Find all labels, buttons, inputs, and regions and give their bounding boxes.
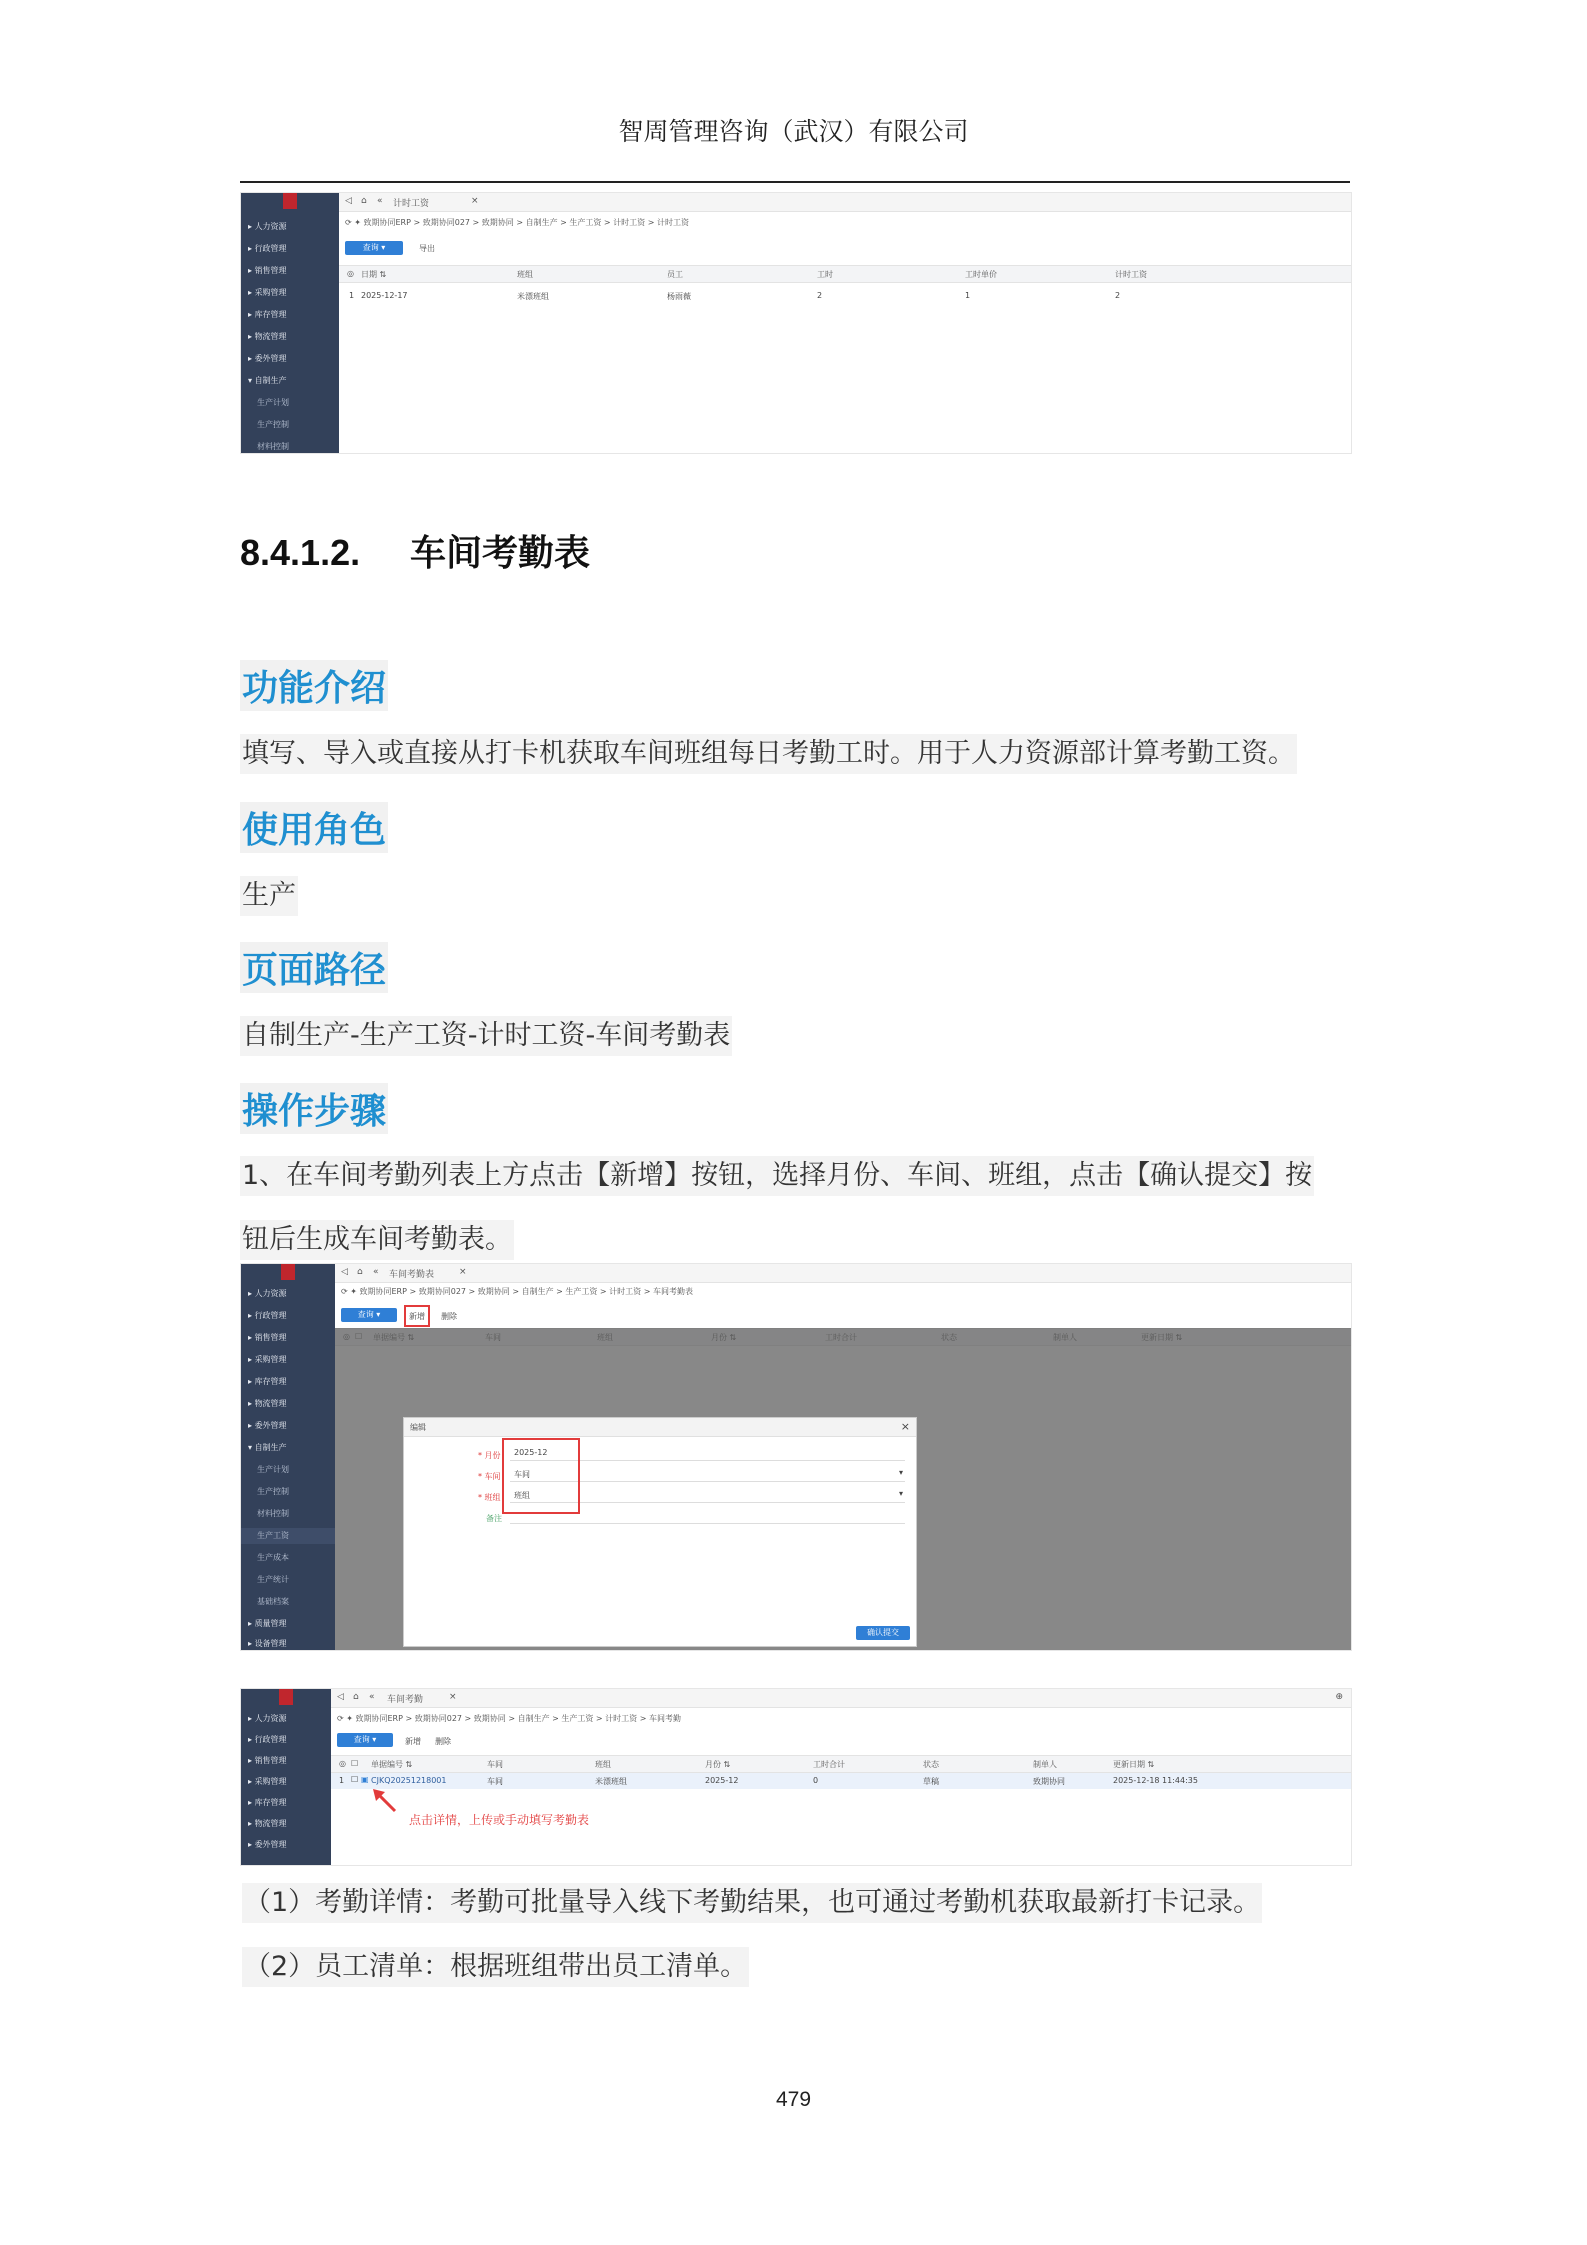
home-icon[interactable]: ⌂: [357, 1267, 363, 1277]
add-button-highlight: [404, 1305, 430, 1327]
tab-workshop-attendance[interactable]: 车间考勤: [387, 1695, 424, 1705]
required-fields-highlight: [502, 1438, 580, 1514]
section-number: 8.4.1.2.: [240, 532, 361, 573]
sidebar-item[interactable]: ▸ 物流管理: [248, 1819, 287, 1828]
sidebar-subitem[interactable]: 基础档案: [257, 1597, 289, 1606]
cell-hours: 2: [817, 291, 823, 300]
cell-creator: 致期协同: [1033, 1777, 1065, 1786]
path-text: 自制生产-生产工资-计时工资-车间考勤表: [240, 1016, 732, 1056]
close-tab-icon[interactable]: ×: [449, 1692, 457, 1702]
sidebar-subitem[interactable]: 生产统计: [257, 1575, 289, 1584]
home-icon[interactable]: ⌂: [353, 1692, 359, 1702]
screenshot-add-attendance: [240, 1263, 1352, 1651]
breadcrumb: ⟳ ✦ 致期协同ERP > 致期协同027 > 致期协同 > 自制生产 > 生产工资 > 计时工资 > 车间考勤表: [341, 1287, 693, 1296]
sidebar-item[interactable]: ▸ 人力资源: [248, 1289, 287, 1298]
table-header: [331, 1755, 1351, 1773]
column-header[interactable]: 日期 ⇅: [361, 270, 387, 279]
sidebar-subitem[interactable]: 材料控制: [257, 1509, 289, 1518]
sidebar-item[interactable]: ▸ 委外管理: [248, 1840, 287, 1849]
document-header: 智周管理咨询（武汉）有限公司: [618, 117, 969, 146]
sidebar-item[interactable]: ▸ 行政管理: [248, 1735, 287, 1744]
cell-updated: 2025-12-18 11:44:35: [1113, 1776, 1198, 1785]
pin-icon[interactable]: ✦: [350, 1287, 357, 1296]
sidebar-item[interactable]: ▸ 行政管理: [248, 1311, 287, 1320]
column-header[interactable]: 月份 ⇅: [705, 1760, 731, 1769]
role-heading: 使用角色: [240, 802, 388, 853]
tab-bar: [331, 1689, 1351, 1708]
column-header[interactable]: 制单人: [1033, 1760, 1057, 1769]
cell-team: 米漂班组: [517, 292, 549, 301]
dialog-titlebar: [404, 1418, 916, 1437]
cell-status: 草稿: [923, 1777, 939, 1786]
team-select[interactable]: 班组 ▾: [510, 1486, 905, 1503]
cell-date: 2025-12-17: [361, 291, 408, 300]
add-button[interactable]: 新增: [405, 1737, 421, 1746]
sidebar-item[interactable]: ▸ 销售管理: [248, 1333, 287, 1342]
sidebar-subitem[interactable]: 生产成本: [257, 1553, 289, 1562]
month-field[interactable]: 2025-12: [510, 1444, 905, 1461]
back-icon[interactable]: ◁: [345, 196, 352, 206]
column-header[interactable]: 工时单价: [965, 270, 997, 279]
add-button[interactable]: 新增: [409, 1312, 425, 1321]
screenshot-attendance-list: [240, 1688, 1352, 1866]
dropdown-arrow-icon: ▾: [898, 1489, 903, 1498]
section-title: 车间考勤表: [410, 532, 591, 573]
detail-icon[interactable]: ▣: [361, 1775, 369, 1784]
role-text: 生产: [240, 876, 298, 916]
column-header[interactable]: 计时工资: [1115, 270, 1147, 279]
sidebar-subitem[interactable]: 材料控制: [257, 442, 289, 451]
intro-text: 填写、导入或直接从打卡机获取车间班组每日考勤工时。用于人力资源部计算考勤工资。: [240, 734, 1297, 774]
collapse-icon[interactable]: «: [373, 1267, 379, 1277]
sidebar-item[interactable]: ▸ 委外管理: [248, 354, 287, 363]
cell-employee: 杨雨薇: [667, 292, 691, 301]
table-header: [339, 265, 1351, 283]
cell-team: 米漂班组: [595, 1777, 627, 1786]
sidebar-item[interactable]: ▸ 库存管理: [248, 1377, 287, 1386]
cell-month: 2025-12: [705, 1776, 739, 1785]
sidebar-item[interactable]: ▸ 销售管理: [248, 1756, 287, 1765]
sidebar-item[interactable]: ▸ 物流管理: [248, 1399, 287, 1408]
annotation-text: 点击详情，上传或手动填写考勤表: [409, 1813, 590, 1827]
sidebar-subitem[interactable]: 生产控制: [257, 1487, 289, 1496]
column-header[interactable]: 工时合计: [813, 1760, 845, 1769]
sidebar-item[interactable]: ▸ 采购管理: [248, 288, 287, 297]
steps-heading: 操作步骤: [240, 1083, 388, 1134]
query-button[interactable]: 查询 ▾: [341, 1308, 397, 1322]
tab-workshop-attendance[interactable]: 车间考勤表: [389, 1270, 435, 1280]
submit-button[interactable]: 确认提交: [856, 1626, 910, 1640]
dialog-close-icon[interactable]: ×: [900, 1420, 910, 1433]
dropdown-arrow-icon: ▾: [898, 1468, 903, 1477]
app-logo: [283, 193, 297, 209]
page-number: 479: [775, 2088, 812, 2111]
app-logo: [281, 1264, 295, 1280]
sidebar-item[interactable]: ▸ 采购管理: [248, 1777, 287, 1786]
section-heading: [240, 525, 590, 576]
sidebar-item[interactable]: ▸ 行政管理: [248, 244, 287, 253]
cell-hours: 0: [813, 1776, 819, 1785]
home-icon[interactable]: ⌂: [361, 196, 367, 206]
row-index: 1: [339, 1776, 345, 1785]
column-header[interactable]: 车间: [487, 1760, 503, 1769]
steps-text-line2: 钮后生成车间考勤表。: [240, 1220, 514, 1260]
sidebar-item[interactable]: ▾ 自制生产: [248, 1443, 287, 1452]
row-index: 1: [349, 291, 355, 300]
collapse-icon[interactable]: «: [377, 196, 383, 206]
tab-piecework-wages[interactable]: 计时工资: [393, 199, 430, 209]
cell-wage: 2: [1115, 291, 1121, 300]
sidebar-subitem[interactable]: 生产计划: [257, 1465, 289, 1474]
sidebar-item[interactable]: ▸ 人力资源: [248, 222, 287, 231]
month-label: * 月份: [478, 1451, 501, 1460]
globe-icon[interactable]: ⊕: [1335, 1692, 1343, 1702]
sidebar-item[interactable]: ▸ 库存管理: [248, 1798, 287, 1807]
path-heading: 页面路径: [240, 942, 388, 993]
sidebar-subitem[interactable]: 生产控制: [257, 420, 289, 429]
export-button[interactable]: 导出: [419, 244, 435, 253]
sidebar: [241, 1264, 335, 1650]
refresh-icon[interactable]: ⟳: [345, 218, 352, 227]
settings-icon[interactable]: ◎: [339, 1759, 346, 1768]
sidebar-item[interactable]: ▸ 库存管理: [248, 310, 287, 319]
query-button[interactable]: 查询 ▾: [345, 241, 403, 255]
back-icon[interactable]: ◁: [337, 1692, 344, 1702]
pin-icon[interactable]: ✦: [346, 1714, 353, 1723]
note-employee-list: （2）员工清单：根据班组带出员工清单。: [242, 1947, 749, 1987]
header-rule: [240, 181, 1350, 183]
workshop-select[interactable]: 车间 ▾: [510, 1465, 905, 1482]
sidebar-subitem-active[interactable]: 生产工资: [241, 1528, 335, 1544]
cell-unit-price: 1: [965, 291, 971, 300]
refresh-icon[interactable]: ⟳: [341, 1287, 348, 1296]
sidebar: [241, 193, 339, 453]
settings-icon[interactable]: ◎: [347, 269, 354, 278]
breadcrumb: ⟳ ✦ 致期协同ERP > 致期协同027 > 致期协同 > 自制生产 > 生产工资 > 计时工资 > 计时工资: [345, 218, 689, 227]
delete-button[interactable]: 删除: [441, 1312, 457, 1321]
sidebar-item[interactable]: ▸ 采购管理: [248, 1355, 287, 1364]
sidebar-item[interactable]: ▸ 销售管理: [248, 266, 287, 275]
pin-icon[interactable]: ✦: [354, 218, 361, 227]
close-tab-icon[interactable]: ×: [459, 1267, 467, 1277]
dialog-title: 编辑: [410, 1423, 426, 1432]
cell-workshop: 车间: [487, 1777, 503, 1786]
sidebar-subitem[interactable]: 生产计划: [257, 398, 289, 407]
column-header[interactable]: 班组: [595, 1760, 611, 1769]
column-header[interactable]: 员工: [667, 270, 683, 279]
note-attendance-detail: （1）考勤详情：考勤可批量导入线下考勤结果，也可通过考勤机获取最新打卡记录。: [242, 1883, 1262, 1923]
column-header[interactable]: 状态: [923, 1760, 939, 1769]
column-header[interactable]: 单据编号 ⇅: [371, 1760, 413, 1769]
screenshot-piecework-wages: [240, 192, 1352, 454]
tab-bar: [339, 193, 1351, 212]
select-all-checkbox[interactable]: ☐: [351, 1759, 359, 1768]
refresh-icon[interactable]: ⟳: [337, 1714, 344, 1723]
steps-text-line1: 1、在车间考勤列表上方点击【新增】按钮，选择月份、车间、班组，点击【确认提交】按: [240, 1156, 1314, 1196]
back-icon[interactable]: ◁: [341, 1267, 348, 1277]
intro-heading: 功能介绍: [240, 660, 388, 711]
workshop-label: * 车间: [478, 1472, 501, 1481]
column-header[interactable]: 班组: [517, 270, 533, 279]
sidebar-item[interactable]: ▸ 设备管理: [248, 1639, 287, 1648]
cell-code[interactable]: CJKQ20251218001: [371, 1776, 447, 1785]
annotation-arrow: [371, 1787, 401, 1817]
sidebar-item[interactable]: ▸ 委外管理: [248, 1421, 287, 1430]
collapse-icon[interactable]: «: [369, 1692, 375, 1702]
delete-button[interactable]: 删除: [435, 1737, 451, 1746]
column-header[interactable]: 更新日期 ⇅: [1113, 1760, 1155, 1769]
query-button[interactable]: 查询 ▾: [337, 1733, 393, 1747]
sidebar-item[interactable]: ▾ 自制生产: [248, 376, 287, 385]
column-header[interactable]: 工时: [817, 270, 833, 279]
sidebar: [241, 1689, 331, 1865]
remark-label: 备注: [486, 1514, 502, 1523]
sidebar-item[interactable]: ▸ 物流管理: [248, 332, 287, 341]
tab-bar: [335, 1264, 1351, 1283]
app-logo: [279, 1689, 293, 1705]
sidebar-item[interactable]: ▸ 人力资源: [248, 1714, 287, 1723]
team-label: * 班组: [478, 1493, 501, 1502]
sidebar-item[interactable]: ▸ 质量管理: [248, 1619, 287, 1628]
edit-dialog: [403, 1417, 917, 1647]
table-row[interactable]: [331, 1773, 1351, 1789]
breadcrumb: ⟳ ✦ 致期协同ERP > 致期协同027 > 致期协同 > 自制生产 > 生产工资 > 计时工资 > 车间考勤: [337, 1714, 681, 1723]
row-checkbox[interactable]: ☐: [351, 1775, 359, 1784]
close-tab-icon[interactable]: ×: [471, 196, 479, 206]
